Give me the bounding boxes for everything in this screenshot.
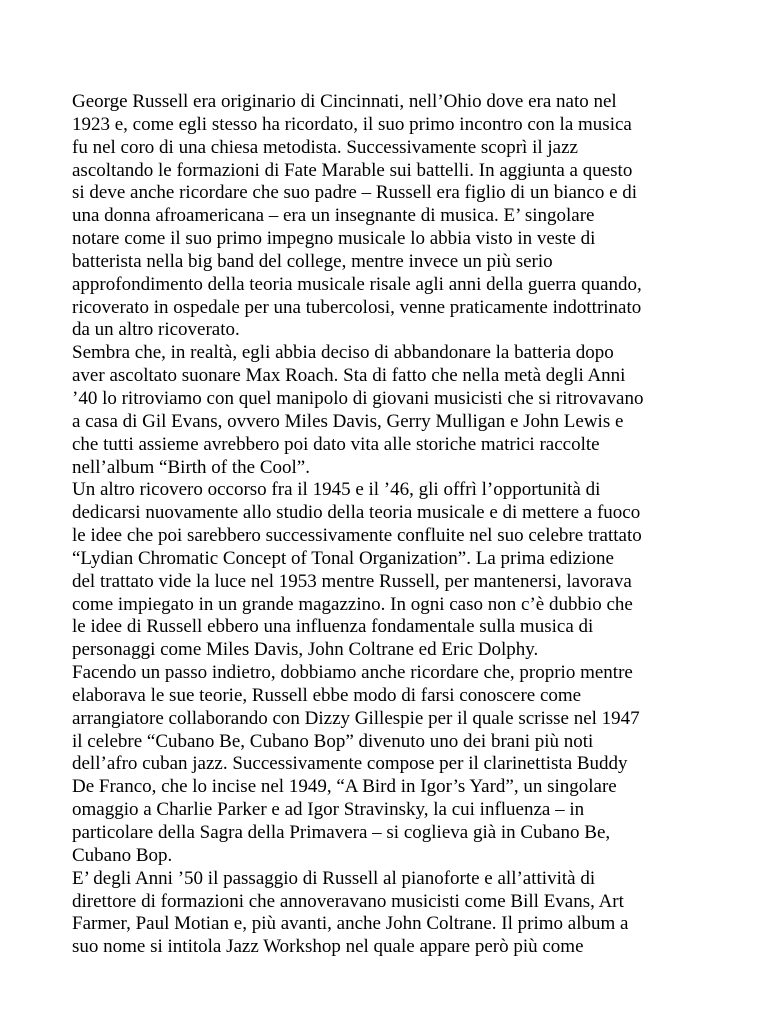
text-line: ricoverato in ospedale per una tubercolosi, venne praticamente indottrinato [72, 296, 642, 318]
text-line: De Franco, che lo incise nel 1949, “A Bird in Igor’s Yard”, un singolare [72, 776, 617, 798]
text-line: Un altro ricovero occorso fra il 1945 e il ’46, gli offrì l’opportunità di [72, 479, 601, 501]
text-line: E’ degli Anni ’50 il passaggio di Russell al pianoforte e all’attività di [72, 867, 596, 889]
text-line: da un altro ricoverato. [72, 319, 240, 341]
text-line: nell’album “Birth of the Cool”. [72, 456, 310, 478]
text-line: 1923 e, come egli stesso ha ricordato, il suo primo incontro con la musica [72, 113, 632, 135]
text-line: del trattato vide la luce nel 1953 mentre Russell, per mantenersi, lavorava [72, 570, 632, 592]
text-line: Facendo un passo indietro, dobbiamo anche ricordare che, proprio mentre [72, 662, 633, 684]
text-line: fu nel coro di una chiesa metodista. Successivamente scoprì il jazz [72, 136, 578, 158]
text-line: le idee che poi sarebbero successivamente confluite nel suo celebre trattato [72, 525, 642, 547]
text-line: ascoltando le formazioni di Fate Marable sui battelli. In aggiunta a questo [72, 159, 633, 181]
text-line: elaborava le sue teorie, Russell ebbe modo di farsi conoscere come [72, 684, 582, 706]
text-line: dedicarsi nuovamente allo studio della teoria musicale e di mettere a fuoco [72, 502, 641, 524]
text-line: personaggi come Miles Davis, John Coltrane ed Eric Dolphy. [72, 639, 539, 661]
text-line: Farmer, Paul Motian e, più avanti, anche John Coltrane. Il primo album a [72, 913, 629, 935]
text-line: omaggio a Charlie Parker e ad Igor Stravinsky, la cui influenza – in [72, 799, 585, 821]
text-line: batterista nella big band del college, mentre invece un più serio [72, 250, 553, 272]
text-line: a casa di Gil Evans, ovvero Miles Davis, Gerry Mulligan e John Lewis e [72, 410, 624, 432]
text-line: che tutti assieme avrebbero poi dato vita alle storiche matrici raccolte [72, 433, 600, 455]
text-line: Sembra che, in realtà, egli abbia deciso di abbandonare la batteria dopo [72, 342, 614, 364]
text-line: “Lydian Chromatic Concept of Tonal Organization”. La prima edizione [72, 547, 614, 569]
text-line: il celebre “Cubano Be, Cubano Bop” divenuto uno dei brani più noti [72, 730, 594, 752]
text-line: George Russell era originario di Cincinnati, nell’Ohio dove era nato nel [72, 91, 617, 112]
text-line: si deve anche ricordare che suo padre – Russell era figlio di un bianco e di [72, 182, 638, 204]
text-line: le idee di Russell ebbero una influenza fondamentale sulla musica di [72, 616, 594, 638]
text-line: ’40 lo ritroviamo con quel manipolo di giovani musicisti che si ritrovavano [72, 387, 644, 409]
text-line: Cubano Bop. [72, 844, 173, 866]
text-line: approfondimento della teoria musicale risale agli anni della guerra quando, [72, 273, 642, 295]
text-line: aver ascoltato suonare Max Roach. Sta di fatto che nella metà degli Anni [72, 365, 626, 387]
text-line: particolare della Sagra della Primavera – si coglieva già in Cubano Be, [72, 822, 611, 843]
text-line: suo nome si intitola Jazz Workshop nel quale appare però più come [72, 936, 584, 958]
text-line: direttore di formazioni che annoveravano musicisti come Bill Evans, Art [72, 890, 624, 912]
text-line: una donna afroamericana – era un insegnante di musica. E’ singolare [72, 205, 595, 227]
text-line: come impiegato in un grande magazzino. In ogni caso non c’è dubbio che [72, 593, 633, 615]
text-line: dell’afro cuban jazz. Successivamente compose per il clarinettista Buddy [72, 753, 628, 775]
text-line: notare come il suo primo impegno musicale lo abbia visto in veste di [72, 228, 596, 250]
document-page [72, 91, 722, 959]
text-line: arrangiatore collaborando con Dizzy Gillespie per il quale scrisse nel 1947 [72, 707, 640, 729]
